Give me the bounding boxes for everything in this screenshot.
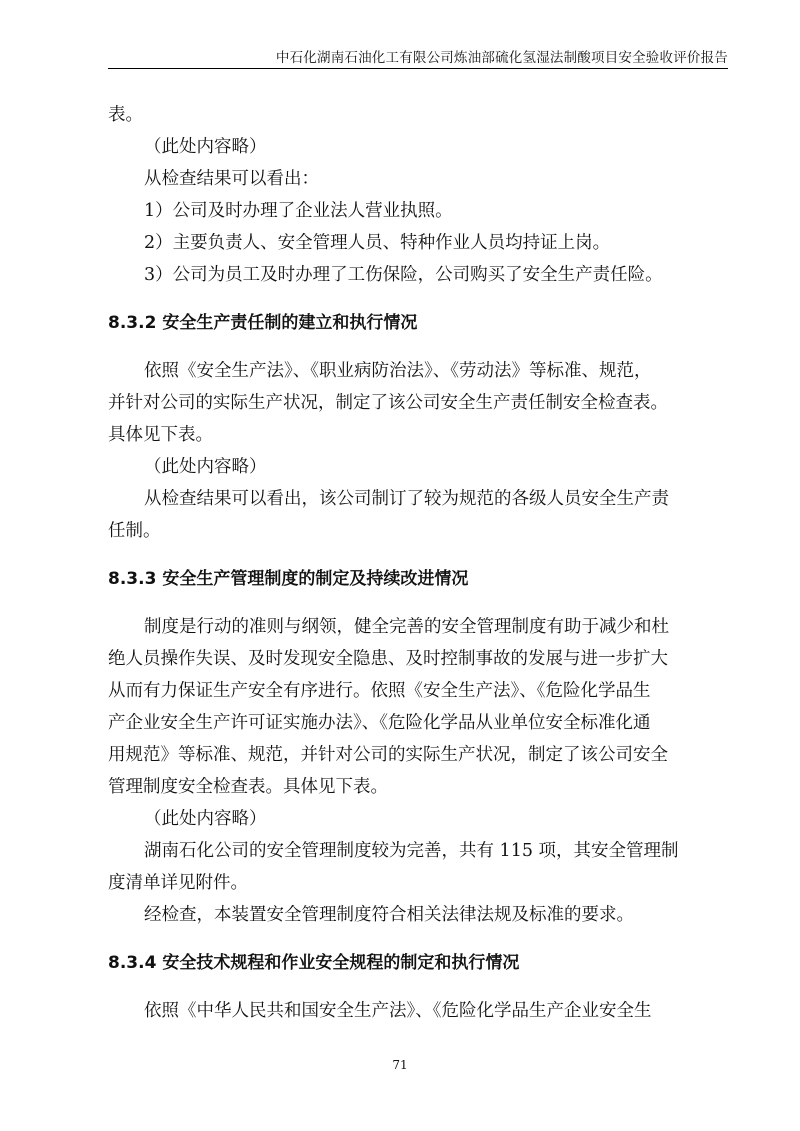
paragraph-line: 任制。	[108, 521, 161, 541]
list-item: 1）公司及时办理了企业法人营业执照。	[144, 201, 453, 221]
header-title: 中石化湖南石油化工有限公司炼油部硫化氢湿法制酸项目安全验收评价报告	[275, 50, 728, 66]
paragraph-line: 用规范》等标准、规范，并针对公司的实际生产状况，制定了该公司安全	[108, 745, 668, 765]
paragraph-line: （此处内容略）	[144, 457, 267, 477]
section-heading-8-3-3: 8.3.3 安全生产管理制度的制定及持续改进情况	[108, 569, 469, 589]
paragraph-line: 度清单详见附件。	[108, 873, 248, 893]
list-item: 3）公司为员工及时办理了工伤保险，公司购买了安全生产责任险。	[144, 265, 663, 285]
paragraph-line: 从检查结果可以看出，该公司制订了较为规范的各级人员安全生产责	[144, 489, 669, 509]
paragraph-line: 具体见下表。	[108, 425, 213, 445]
paragraph-line: 产企业安全生产许可证实施办法》、《危险化学品从业单位安全标准化通	[108, 713, 651, 733]
page-header	[108, 40, 728, 69]
paragraph-line: 制度是行动的准则与纲领，健全完善的安全管理制度有助于减少和杜	[144, 617, 669, 637]
document-body	[108, 99, 728, 1027]
paragraph-line: 绝人员操作失误、及时发现安全隐患、及时控制事故的发展与进一步扩大	[108, 649, 668, 669]
list-item: 2）主要负责人、安全管理人员、特种作业人员均持证上岗。	[144, 233, 611, 253]
paragraph-line: 经检查，本装置安全管理制度符合相关法律法规及标准的要求。	[144, 905, 634, 925]
page-number: 71	[392, 1058, 408, 1072]
paragraph-line: 从而有力保证生产安全有序进行。依照《安全生产法》、《危险化学品生	[108, 681, 651, 701]
paragraph-line: （此处内容略）	[144, 137, 267, 157]
paragraph-line: 并针对公司的实际生产状况，制定了该公司安全生产责任制安全检查表。	[108, 393, 668, 413]
paragraph-line: （此处内容略）	[144, 809, 267, 829]
paragraph-line: 从检查结果可以看出：	[144, 169, 319, 189]
paragraph-line: 管理制度安全检查表。具体见下表。	[108, 777, 388, 797]
section-heading-8-3-2: 8.3.2 安全生产责任制的建立和执行情况	[108, 313, 418, 333]
paragraph-line: 表。	[108, 105, 143, 125]
paragraph-line: 依照《中华人民共和国安全生产法》、《危险化学品生产企业安全生	[144, 1001, 652, 1021]
paragraph-line: 湖南石化公司的安全管理制度较为完善，共有 115 项，其安全管理制	[144, 841, 679, 861]
paragraph-line: 依照《安全生产法》、《职业病防治法》、《劳动法》等标准、规范，	[144, 361, 652, 381]
section-heading-8-3-4: 8.3.4 安全技术规程和作业安全规程的制定和执行情况	[108, 953, 520, 973]
